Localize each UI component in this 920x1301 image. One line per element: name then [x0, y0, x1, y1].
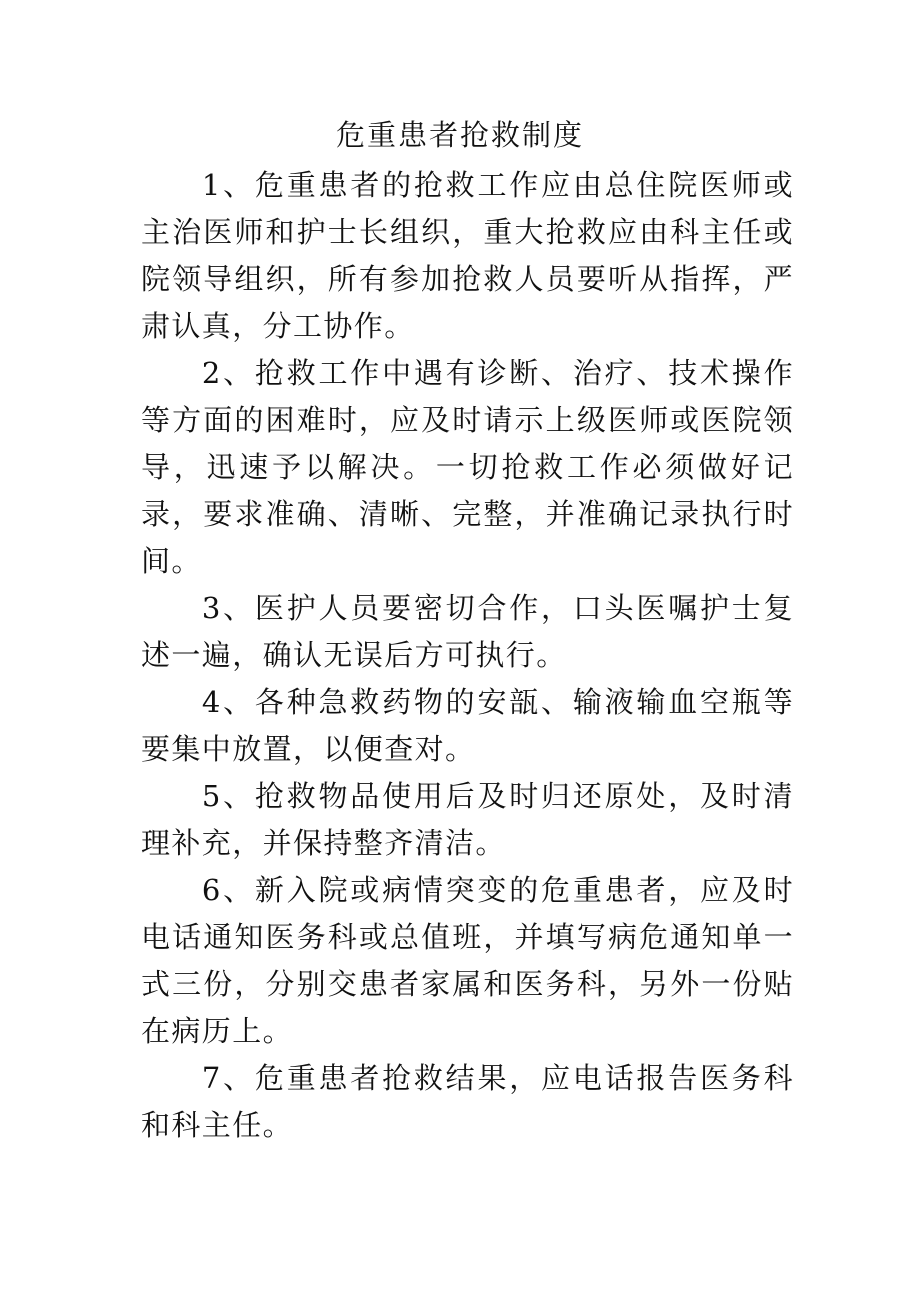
rule-paragraph-6: 6、新入院或病情突变的危重患者，应及时电话通知医务科或总值班，并填写病危通知单一式三份，分别交患者家属和医务科，另外一份贴在病历上。	[141, 873, 794, 1048]
rule-paragraph-4: 4、各种急救药物的安瓿、输液输血空瓶等要集中放置，以便查对。	[141, 685, 794, 766]
rule-paragraph-2: 2、抢救工作中遇有诊断、治疗、技术操作等方面的困难时，应及时请示上级医师或医院领导，迅速予以解决。一切抢救工作必须做好记录，要求准确、清晰、完整，并准确记录执行时间。	[141, 356, 794, 578]
document-title: 危重患者抢救制度	[335, 118, 584, 152]
rule-paragraph-3: 3、医护人员要密切合作，口头医嘱护士复述一遍，确认无误后方可执行。	[141, 591, 794, 672]
document-body	[141, 162, 794, 1149]
rule-paragraph-1: 1、危重患者的抢救工作应由总住院医师或主治医师和护士长组织，重大抢救应由科主任或院领导组织，所有参加抢救人员要听从指挥，严肃认真，分工协作。	[141, 168, 794, 343]
rule-paragraph-5: 5、抢救物品使用后及时归还原处，及时清理补充，并保持整齐清洁。	[141, 779, 794, 860]
rule-paragraph-7: 7、危重患者抢救结果，应电话报告医务科和科主任。	[141, 1061, 794, 1142]
